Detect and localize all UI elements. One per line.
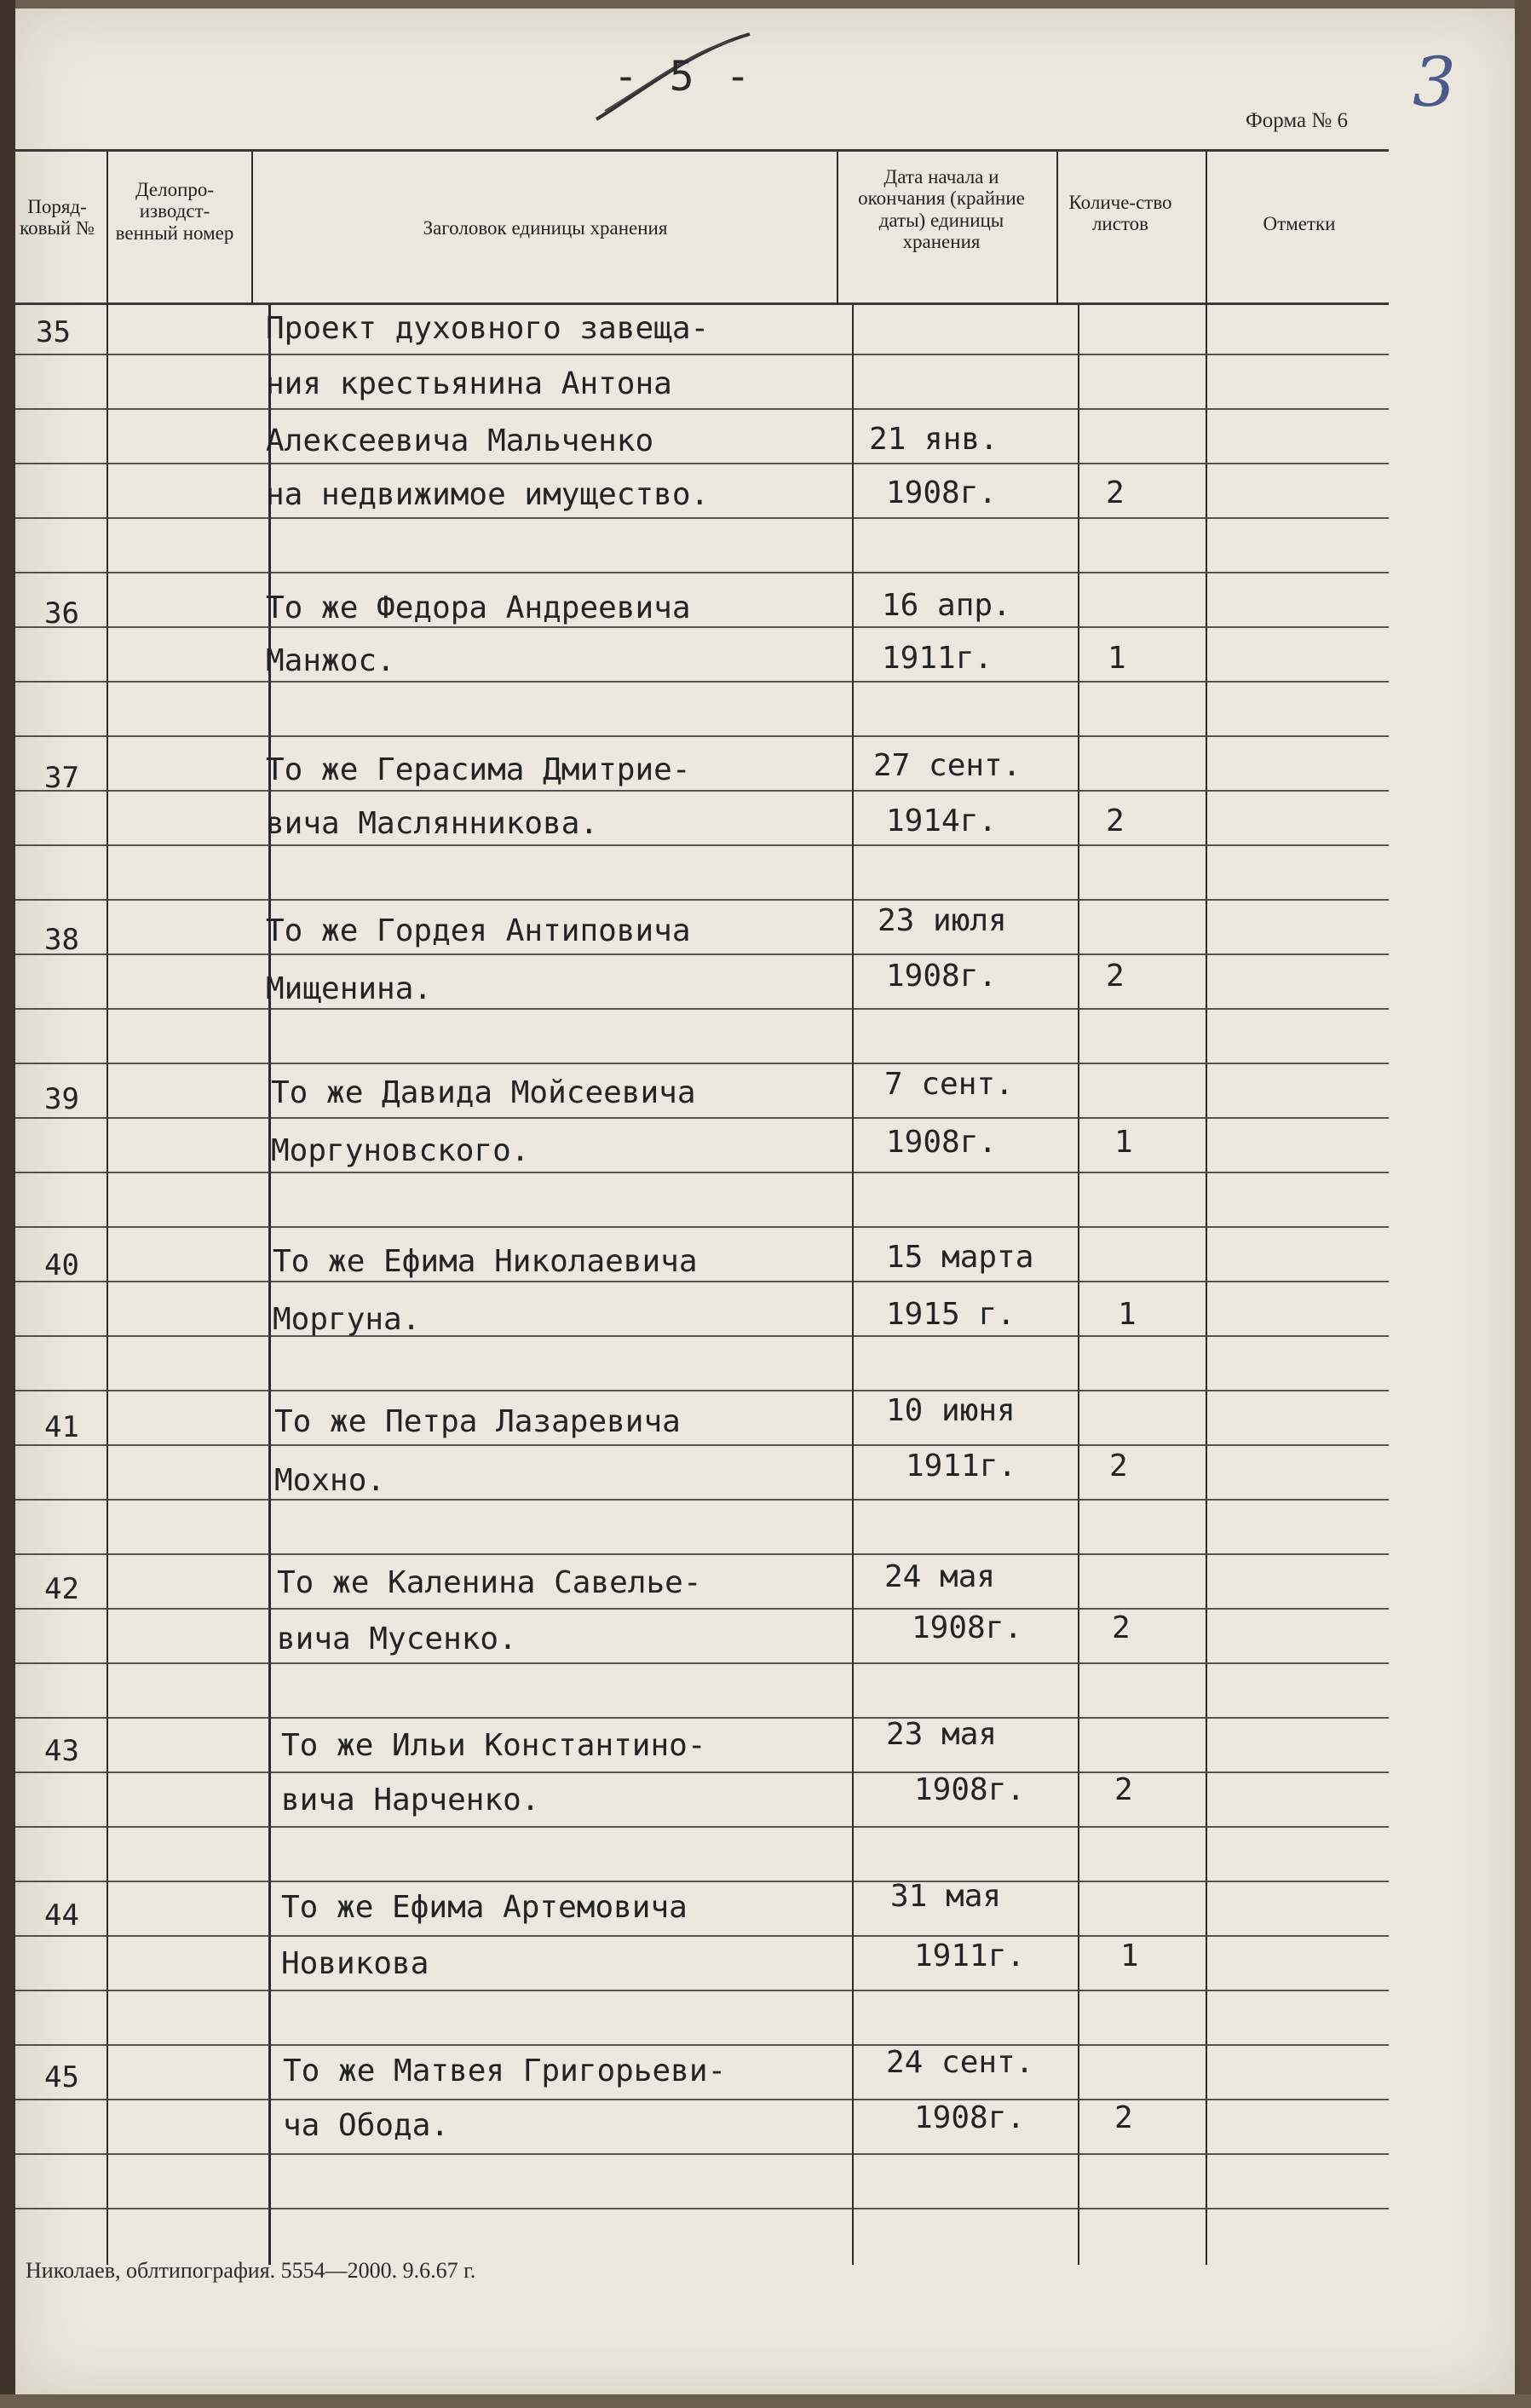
row-number: 43 bbox=[44, 1734, 79, 1768]
header-order-no: Поряд-ковый № bbox=[20, 196, 95, 239]
row-title-line: Проект духовного завеща- bbox=[266, 311, 710, 346]
row-title-line: ния крестьянина Антона bbox=[266, 366, 672, 401]
row-title-line: Алексеевича Мальченко bbox=[266, 423, 654, 458]
row-title-line: То же Герасима Дмитрие- bbox=[266, 752, 691, 787]
column-divider-1 bbox=[106, 152, 108, 2265]
row-number: 41 bbox=[44, 1410, 79, 1444]
row-date-start: 27 сент. bbox=[873, 748, 1022, 783]
row-number: 37 bbox=[44, 761, 79, 795]
header-title: Заголовок единицы хранения bbox=[423, 217, 668, 239]
ruled-line bbox=[15, 2099, 1389, 2100]
row-title-line: Манжос. bbox=[266, 643, 395, 678]
column-divider-4b bbox=[1078, 305, 1079, 2265]
ruled-line bbox=[15, 1771, 1389, 1773]
row-title-line: То же Петра Лазаревича bbox=[274, 1404, 681, 1439]
row-date-end: 1911г. bbox=[882, 641, 993, 676]
document-sheet bbox=[15, 9, 1515, 2394]
row-title-line: То же Федора Андреевича bbox=[266, 590, 691, 625]
row-date-start: 24 мая bbox=[884, 1559, 996, 1594]
row-date-end: 1908г. bbox=[886, 1125, 998, 1160]
row-title-line: То же Гордея Антиповича bbox=[266, 913, 691, 948]
row-number: 44 bbox=[44, 1898, 79, 1933]
row-title-line: Мохно. bbox=[274, 1463, 386, 1498]
row-number: 40 bbox=[44, 1248, 79, 1282]
row-number: 39 bbox=[44, 1082, 79, 1116]
row-sheets: 2 bbox=[1106, 804, 1125, 838]
row-sheets: 1 bbox=[1108, 641, 1126, 676]
header-notes: Отметки bbox=[1263, 213, 1336, 234]
ruled-line bbox=[15, 1281, 1389, 1282]
row-date-start: 31 мая bbox=[890, 1879, 1002, 1914]
row-sheets: 2 bbox=[1114, 2100, 1133, 2135]
row-date-start: 21 янв. bbox=[869, 422, 999, 457]
ruled-line bbox=[15, 626, 1389, 628]
ruled-line bbox=[15, 2208, 1389, 2209]
row-date-end: 1908г. bbox=[886, 959, 998, 994]
row-date-end: 1911г. bbox=[914, 1938, 1026, 1973]
row-title-line: То же Ефима Артемовича bbox=[281, 1890, 688, 1925]
row-date-end: 1908г. bbox=[886, 475, 998, 510]
row-sheets: 1 bbox=[1120, 1938, 1139, 1973]
row-title-line: То же Ильи Константино- bbox=[281, 1728, 706, 1763]
row-title-line: Мищенина. bbox=[266, 971, 433, 1006]
ruled-line bbox=[15, 681, 1389, 683]
row-title-line: вича Мусенко. bbox=[277, 1622, 517, 1656]
row-sheets: 2 bbox=[1114, 1772, 1133, 1807]
ruled-line bbox=[15, 1717, 1389, 1719]
ruled-line bbox=[15, 790, 1389, 792]
row-number: 45 bbox=[44, 2060, 79, 2094]
header-bottom-rule bbox=[15, 302, 1389, 305]
form-label: Форма № 6 bbox=[1246, 109, 1348, 132]
row-sheets: 1 bbox=[1118, 1297, 1137, 1332]
header-dates: Дата начала и окончания (крайние даты) единицы хранения bbox=[858, 166, 1025, 252]
row-date-end: 1908г. bbox=[914, 1772, 1026, 1807]
row-date-end: 1915 г. bbox=[886, 1297, 1016, 1332]
ruled-line bbox=[15, 1008, 1389, 1010]
row-date-start: 24 сент. bbox=[886, 2045, 1034, 2080]
row-title-line: ча Обода. bbox=[283, 2108, 450, 2143]
header-top-rule bbox=[15, 149, 1389, 152]
row-sheets: 2 bbox=[1106, 959, 1125, 994]
row-date-end: 1908г. bbox=[914, 2100, 1026, 2135]
row-title-line: То же Давида Мойсеевича bbox=[271, 1075, 696, 1110]
ruled-line bbox=[15, 1881, 1389, 1882]
row-date-start: 7 сент. bbox=[884, 1067, 1014, 1102]
column-divider-3b bbox=[852, 305, 854, 2265]
ruled-line bbox=[15, 354, 1389, 355]
row-date-end: 1908г. bbox=[912, 1610, 1023, 1645]
row-date-start: 15 марта bbox=[886, 1240, 1034, 1275]
ruled-line bbox=[15, 463, 1389, 464]
row-title-line: Моргуновского. bbox=[271, 1133, 530, 1168]
row-sheets: 2 bbox=[1109, 1449, 1128, 1483]
ruled-line bbox=[15, 1226, 1389, 1228]
row-title-line: То же Каленина Савелье- bbox=[277, 1565, 702, 1600]
header-sheets: Количе-ство листов bbox=[1068, 192, 1172, 235]
header-office-no: Делопро-изводст-венный номер bbox=[115, 179, 234, 244]
ruled-line bbox=[15, 1499, 1389, 1501]
row-sheets: 1 bbox=[1114, 1125, 1133, 1160]
ruled-line bbox=[15, 2044, 1389, 2046]
row-number: 38 bbox=[44, 923, 79, 957]
row-sheets: 2 bbox=[1106, 475, 1125, 510]
page-binding-edge bbox=[0, 0, 15, 2408]
printer-imprint: Николаев, облтипография. 5554—2000. 9.6.67 г. bbox=[26, 2258, 476, 2283]
ruled-line bbox=[15, 2153, 1389, 2155]
ruled-line bbox=[15, 1826, 1389, 1828]
ruled-line bbox=[15, 572, 1389, 573]
row-number: 42 bbox=[44, 1572, 79, 1606]
page-bottom-edge bbox=[0, 2394, 1531, 2408]
row-date-start: 23 июля bbox=[878, 903, 1007, 938]
row-title-line: на недвижимое имущество. bbox=[266, 477, 710, 512]
ruled-line bbox=[15, 1662, 1389, 1664]
column-divider-5 bbox=[1206, 152, 1207, 2265]
row-title-line: Новикова bbox=[281, 1946, 429, 1981]
row-date-end: 1911г. bbox=[906, 1449, 1017, 1483]
ruled-line bbox=[15, 1608, 1389, 1610]
ruled-line bbox=[15, 1117, 1389, 1119]
row-number: 36 bbox=[44, 596, 79, 631]
row-number: 35 bbox=[36, 315, 71, 349]
page-right-edge bbox=[1515, 0, 1531, 2408]
row-date-start: 16 апр. bbox=[882, 588, 1011, 623]
ruled-line bbox=[15, 1553, 1389, 1555]
row-date-start: 23 мая bbox=[886, 1717, 998, 1752]
archive-sheet-mark: 3 bbox=[1413, 43, 1456, 122]
ruled-line bbox=[15, 517, 1389, 519]
column-divider-3 bbox=[837, 152, 838, 305]
row-title-line: Моргуна. bbox=[273, 1302, 421, 1337]
ruled-line bbox=[15, 735, 1389, 737]
ruled-line bbox=[15, 953, 1389, 955]
ruled-line bbox=[15, 1990, 1389, 1991]
ruled-line bbox=[15, 899, 1389, 901]
row-title-line: То же Матвея Григорьеви- bbox=[283, 2054, 727, 2088]
column-divider-2 bbox=[251, 152, 253, 305]
ruled-line bbox=[15, 1444, 1389, 1446]
row-date-end: 1914г. bbox=[886, 804, 998, 838]
ruled-line bbox=[15, 1172, 1389, 1173]
row-title-line: То же Ефима Николаевича bbox=[273, 1244, 698, 1279]
row-title-line: вича Маслянникова. bbox=[266, 806, 599, 841]
page-number: - 5 - bbox=[613, 53, 754, 101]
column-divider-4 bbox=[1056, 152, 1058, 305]
ruled-line bbox=[15, 1335, 1389, 1337]
ruled-line bbox=[15, 844, 1389, 846]
ruled-line bbox=[15, 408, 1389, 410]
ruled-line bbox=[15, 1390, 1389, 1391]
row-sheets: 2 bbox=[1112, 1610, 1131, 1645]
row-date-start: 10 июня bbox=[886, 1393, 1016, 1428]
ruled-line bbox=[15, 1935, 1389, 1937]
ruled-line bbox=[15, 1063, 1389, 1064]
row-title-line: вича Нарченко. bbox=[281, 1783, 540, 1818]
